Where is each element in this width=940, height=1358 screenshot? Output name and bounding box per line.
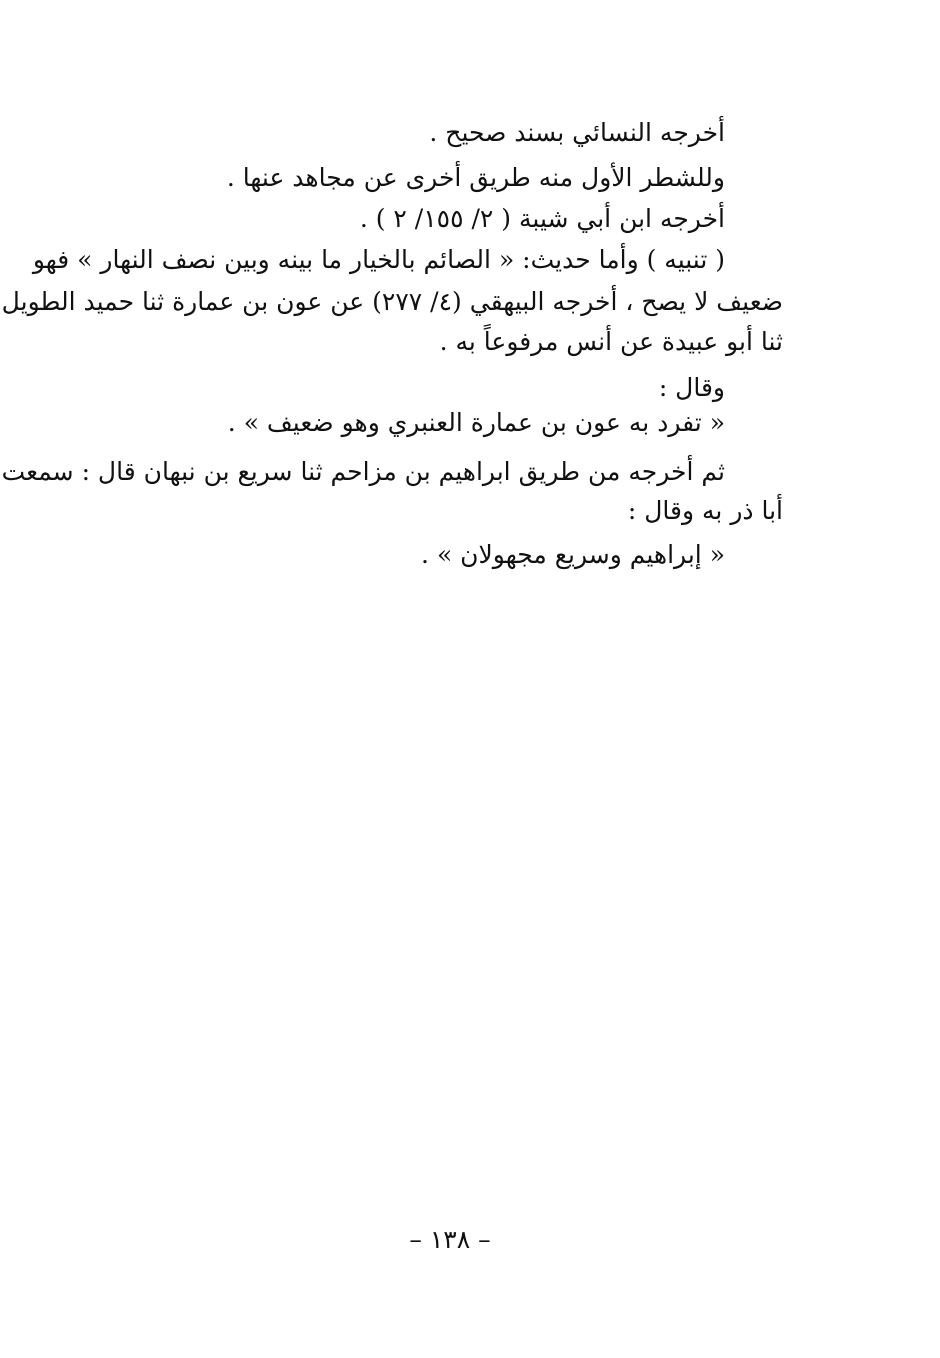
note-line: ثنا أبو عبيدة عن أنس مرفوعاً به . [439,327,783,356]
quote-text: « إبراهيم وسريع مجهولان » . [421,540,725,569]
text-line: أخرجه ابن أبي شيبة ( ٢/ ١٥٥/ ٢ ) . [359,204,725,233]
quote-text: « تفرد به عون بن عمارة العنبري وهو ضعيف » . [227,408,725,437]
text-line: أخرجه النسائي بسند صحيح . [429,118,725,147]
quote-intro: وقال : [658,373,725,402]
text-line: وللشطر الأول منه طريق أخرى عن مجاهد عنها . [226,163,725,192]
text-line: أبا ذر به وقال : [627,496,783,525]
note-line: ضعيف لا يصح ، أخرجه البيهقي (٤/ ٢٧٧) عن عون بن عمارة ثنا حميد الطويل [1,287,783,316]
text-line: ثم أخرجه من طريق ابراهيم بن مزاحم ثنا سريع بن نبهان قال : سمعت [1,457,725,486]
page-number: – ١٣٨ – [409,1225,491,1254]
note-line: ( تنبيه ) وأما حديث: « الصائم بالخيار ما بينه وبين نصف النهار » فهو [32,245,725,274]
